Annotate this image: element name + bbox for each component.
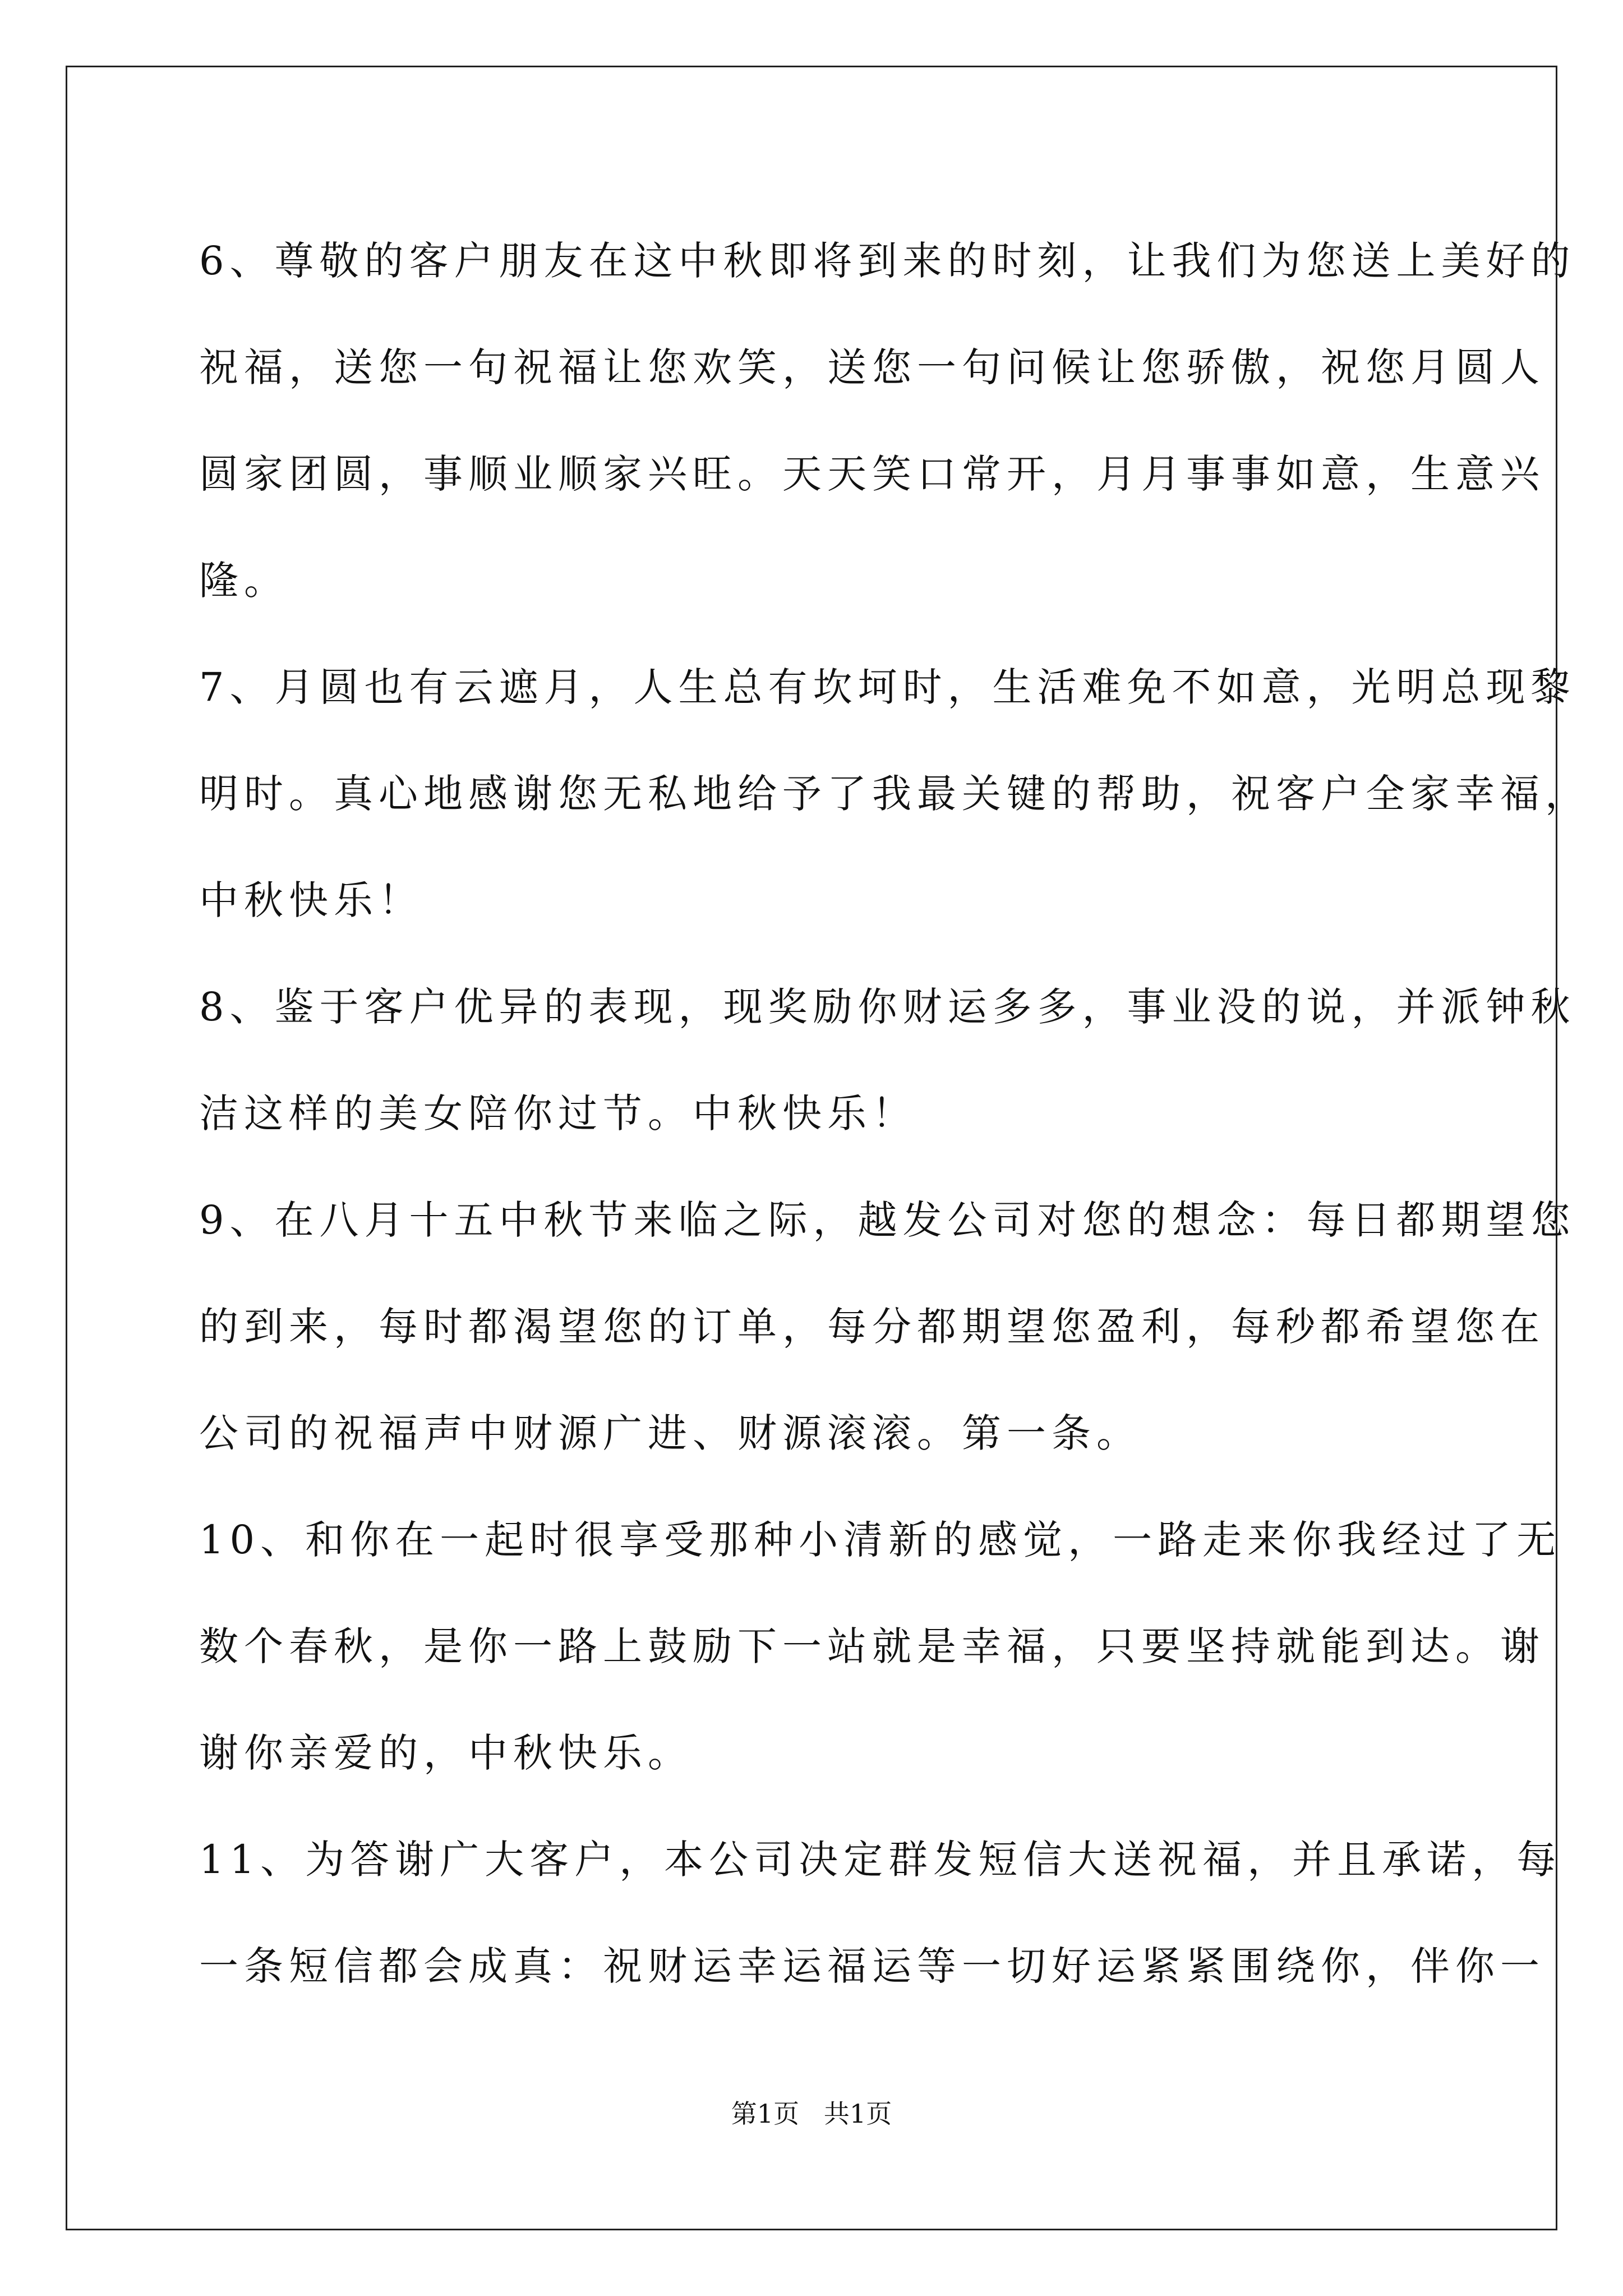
text-line: 9、在八月十五中秋节来临之际，越发公司对您的想念：每日都期望您 [199, 1197, 1576, 1243]
text-line: 8、鉴于客户优异的表现，现奖励你财运多多，事业没的说，并派钟秋 [199, 984, 1576, 1030]
text-line: 11、为答谢广大客户，本公司决定群发短信大送祝福，并且承诺，每 [199, 1837, 1562, 1883]
text-line: 公司的祝福声中财源广进、财源滚滚。第一条。 [199, 1410, 1141, 1456]
text-line: 数个春秋，是你一路上鼓励下一站就是幸福，只要坚持就能到达。谢 [199, 1623, 1545, 1669]
page-number-footer: 第1页 共1页 [731, 2099, 892, 2129]
text-line: 7、月圆也有云遮月，人生总有坎坷时，生活难免不如意，光明总现黎 [199, 664, 1576, 710]
text-line: 圆家团圆，事顺业顺家兴旺。天天笑口常开，月月事事如意，生意兴 [199, 451, 1545, 497]
document-body [199, 208, 1590, 2019]
text-line: 的到来，每时都渴望您的订单，每分都期望您盈利，每秒都希望您在 [199, 1304, 1545, 1350]
text-line: 洁这样的美女陪你过节。中秋快乐！ [199, 1091, 917, 1137]
text-line: 10、和你在一起时很享受那种小清新的感觉，一路走来你我经过了无 [199, 1517, 1562, 1563]
text-line: 祝福，送您一句祝福让您欢笑，送您一句问候让您骄傲，祝您月圆人 [199, 344, 1545, 390]
text-line: 中秋快乐！ [199, 877, 423, 923]
text-line: 隆。 [199, 558, 289, 604]
text-line: 明时。真心地感谢您无私地给予了我最关键的帮助，祝客户全家幸福， [199, 771, 1590, 817]
text-line: 6、尊敬的客户朋友在这中秋即将到来的时刻，让我们为您送上美好的 [199, 238, 1576, 284]
text-line: 一条短信都会成真：祝财运幸运福运等一切好运紧紧围绕你，伴你一 [199, 1943, 1545, 1989]
text-line: 谢你亲爱的，中秋快乐。 [199, 1730, 693, 1776]
